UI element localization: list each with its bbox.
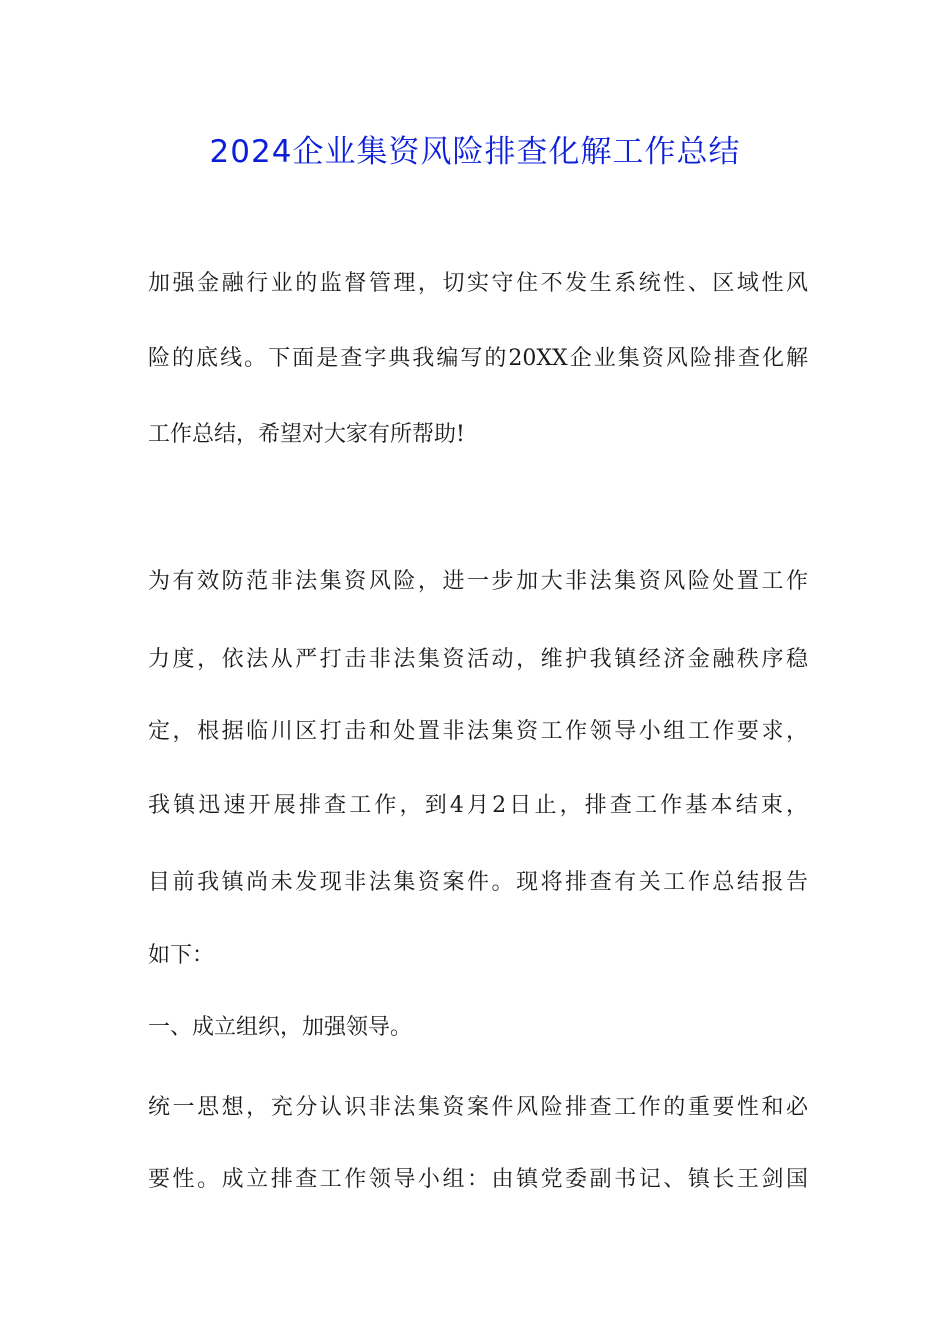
- paragraph-line: 加强金融行业的监督管理，切实守住不发生系统性、区域性风: [148, 271, 808, 296]
- paragraph-line: 为有效防范非法集资风险，进一步加大非法集资风险处置工作: [148, 569, 808, 594]
- paragraph-line: 统一思想，充分认识非法集资案件风险排查工作的重要性和必: [148, 1095, 808, 1120]
- section-heading: 一、成立组织，加强领导。: [148, 1015, 413, 1040]
- document-title: 2024企业集资风险排查化解工作总结: [209, 134, 741, 170]
- paragraph-line: 如下：: [148, 943, 215, 968]
- paragraph-line: 险的底线。下面是查字典我编写的20XX企业集资风险排查化解: [148, 346, 808, 371]
- paragraph-line: 我镇迅速开展排查工作，到4月2日止，排查工作基本结束，: [148, 793, 808, 818]
- paragraph-line: 目前我镇尚未发现非法集资案件。现将排查有关工作总结报告: [148, 870, 808, 895]
- paragraph-line: 力度，依法从严打击非法集资活动，维护我镇经济金融秩序稳: [148, 647, 808, 672]
- paragraph-line: 定，根据临川区打击和处置非法集资工作领导小组工作要求，: [148, 719, 808, 744]
- paragraph-line: 要性。成立排查工作领导小组：由镇党委副书记、镇长王剑国: [148, 1167, 808, 1192]
- paragraph-line: 工作总结，希望对大家有所帮助!: [148, 422, 465, 447]
